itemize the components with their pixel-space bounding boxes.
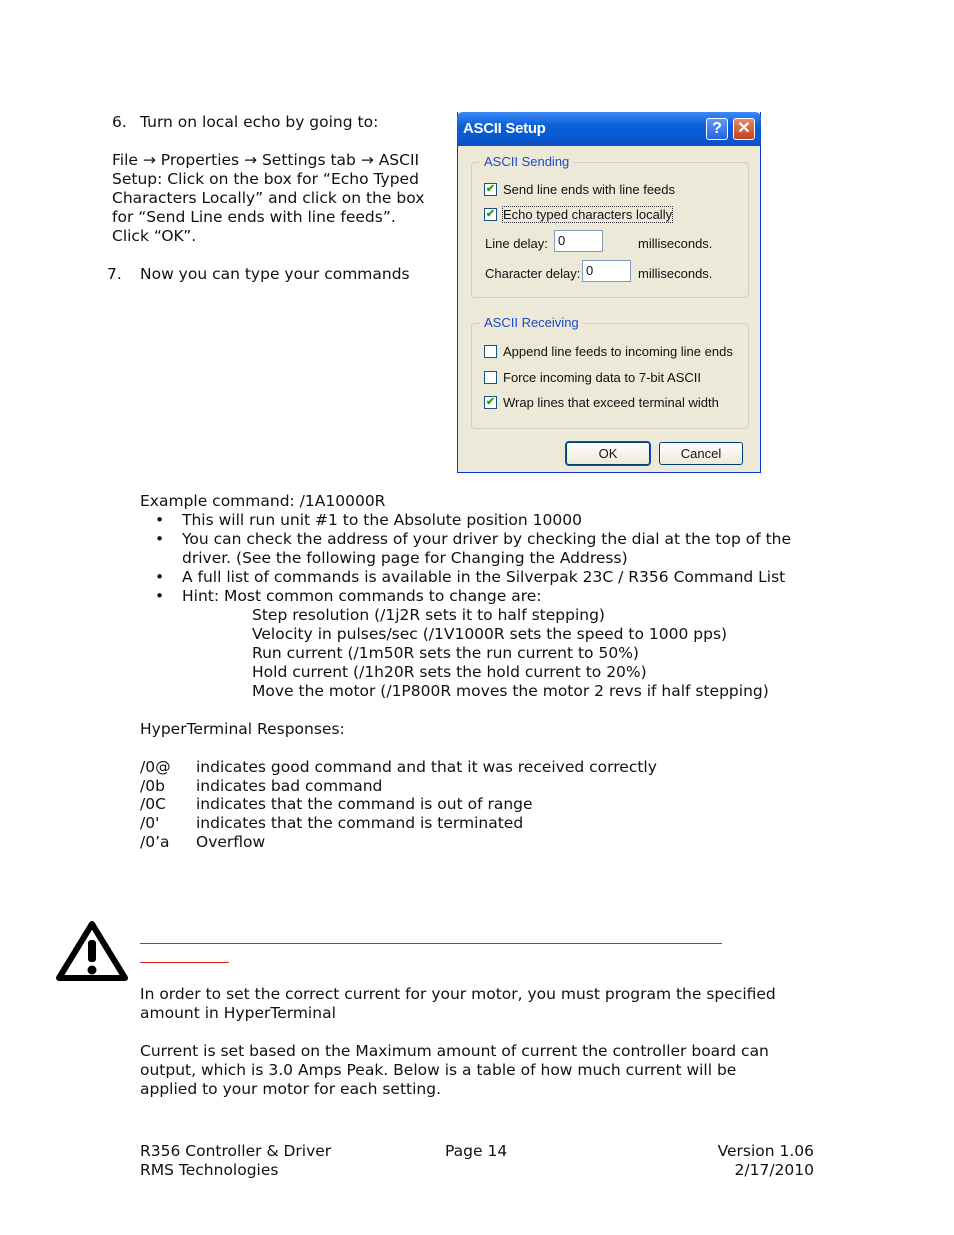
wrap-lines-label: Wrap lines that exceed terminal width [503,395,719,411]
force-7bit-option[interactable] [484,369,701,385]
line-delay-field[interactable]: 0 [554,230,603,252]
step-7-number: 7. [107,265,122,283]
response-code: /0' [140,814,160,832]
step-6-detail-line: Setup: Click on the box for “Echo Typed [112,170,419,188]
response-meaning: indicates bad command [196,777,383,795]
footer-page-number: Page 14 [445,1142,508,1160]
warning-rule [140,943,722,944]
hint-line: Hold current (/1h20R sets the hold current to 20%) [252,663,647,681]
dialog-title: ASCII Setup [463,120,546,137]
paragraph-line: amount in HyperTerminal [140,1004,336,1022]
paragraph-line: applied to your motor for each setting. [140,1080,442,1098]
bullet-marker: • [155,568,165,586]
step-6-detail-line: for “Send Line ends with line feeds”. [112,208,396,226]
step-6-detail-line: Characters Locally” and click on the box [112,189,425,207]
send-line-ends-checkbox[interactable]: ✔ [485,183,496,196]
append-line-feeds-checkbox[interactable] [484,345,497,358]
bullet-marker: • [155,530,165,548]
cancel-button[interactable]: Cancel [659,442,743,465]
hint-line: Move the motor (/1P800R moves the motor 2 revs if half stepping) [252,682,769,700]
warning-rule-short [140,962,229,963]
response-code: /0b [140,777,165,795]
character-delay-field[interactable]: 0 [582,260,631,282]
ascii-sending-legend: ASCII Sending [480,154,573,169]
example-command: Example command: /1A10000R [140,492,386,510]
response-meaning: indicates good command and that it was received correctly [196,758,657,776]
ascii-receiving-legend: ASCII Receiving [480,315,583,330]
step-6-detail-line: File → Properties → Settings tab → ASCII [112,151,420,169]
response-meaning: Overflow [196,833,266,851]
hint-line: Run current (/1m50R sets the run current to 50%) [252,644,639,662]
list-item: You can check the address of your driver by checking the dial at the top of the [182,530,792,548]
ascii-setup-dialog [457,112,761,473]
append-line-feeds-option[interactable] [484,343,733,359]
footer-company: RMS Technologies [140,1161,279,1179]
close-icon[interactable]: ✕ [733,118,755,140]
hint-line: Step resolution (/1j2R sets it to half stepping) [252,606,605,624]
hint-line: Velocity in pulses/sec (/1V1000R sets the speed to 1000 pps) [252,625,728,643]
paragraph-line: In order to set the correct current for your motor, you must program the specified [140,985,776,1003]
ok-button[interactable]: OK [566,442,650,465]
step-6-text: Turn on local echo by going to: [140,113,379,131]
footer-product: R356 Controller & Driver [140,1142,332,1160]
append-line-feeds-label: Append line feeds to incoming line ends [503,344,733,360]
send-line-ends-label: Send line ends with line feeds [503,182,676,198]
footer-date: 2/17/2010 [734,1161,814,1179]
echo-typed-option[interactable] [484,206,672,222]
paragraph-line: Current is set based on the Maximum amount of current the controller board can [140,1042,769,1060]
list-item: A full list of commands is available in the Silverpak 23C / R356 Command List [182,568,786,586]
help-icon[interactable]: ? [706,118,728,140]
list-item: This will run unit #1 to the Absolute position 10000 [182,511,582,529]
list-item: Hint: Most common commands to change are: [182,587,542,605]
echo-typed-checkbox[interactable]: ✔ [485,208,496,221]
paragraph-line: output, which is 3.0 Amps Peak. Below is a table of how much current will be [140,1061,737,1079]
force-7bit-checkbox[interactable] [484,371,497,384]
response-code: /0’a [140,833,170,851]
step-7-text: Now you can type your commands [140,265,410,283]
response-meaning: indicates that the command is terminated [196,814,524,832]
echo-typed-label: Echo typed characters locally [503,207,673,223]
response-code: /0@ [140,758,171,776]
list-item-continuation: driver. (See the following page for Changing the Address) [182,549,628,567]
line-delay-unit: milliseconds. [638,236,713,251]
footer-version: Version 1.06 [717,1142,814,1160]
response-code: /0C [140,795,166,813]
bullet-marker: • [155,587,165,605]
step-6-detail-line: Click “OK”. [112,227,197,245]
ascii-sending-group [471,154,749,298]
responses-heading: HyperTerminal Responses: [140,720,345,738]
force-7bit-label: Force incoming data to 7-bit ASCII [503,370,701,386]
bullet-marker: • [155,511,165,529]
wrap-lines-checkbox[interactable]: ✔ [485,396,496,409]
response-meaning: indicates that the command is out of range [196,795,533,813]
send-line-ends-option[interactable] [484,181,675,197]
character-delay-unit: milliseconds. [638,266,713,281]
character-delay-label: Character delay: [485,266,581,281]
ascii-receiving-group [471,315,749,429]
warning-icon [56,920,128,982]
wrap-lines-option[interactable] [484,394,719,410]
dialog-titlebar [457,112,761,146]
step-6-number: 6. [112,113,127,131]
line-delay-label: Line delay: [485,236,548,251]
